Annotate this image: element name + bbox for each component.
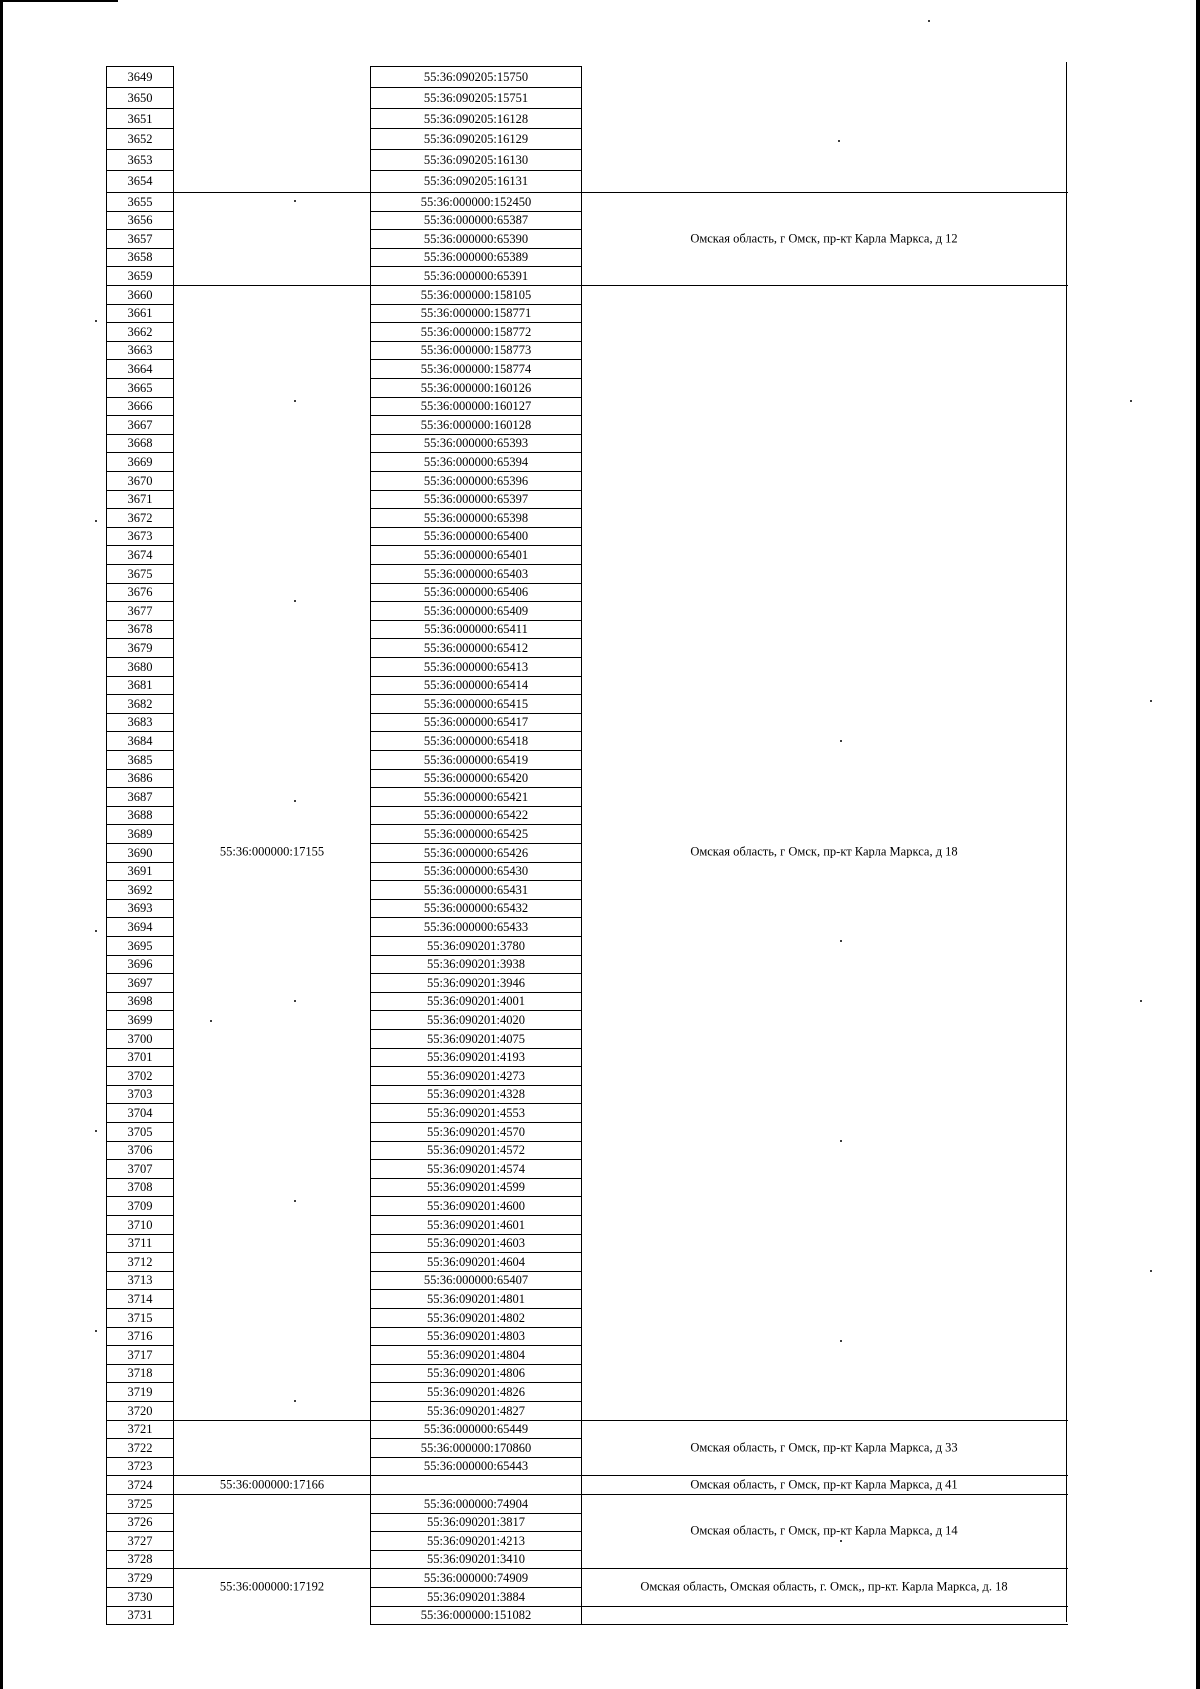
cadastral-number-cell: 55:36:000000:158774 [370, 359, 582, 379]
row-number-cell: 3663 [106, 341, 174, 361]
cadastral-number-cell: 55:36:090201:4804 [370, 1345, 582, 1365]
cadastral-number-cell: 55:36:000000:151082 [370, 1606, 582, 1626]
row-number-cell: 3712 [106, 1252, 174, 1272]
row-number-cell: 3706 [106, 1141, 174, 1161]
address-label: Омская область, г Омск, пр-кт Карла Маркса, д 12 [690, 231, 958, 245]
row-number-cell: 3725 [106, 1494, 174, 1514]
cadastral-number-cell: 55:36:090201:4801 [370, 1289, 582, 1309]
cadastral-number-cell: 55:36:000000:65432 [370, 899, 582, 919]
row-number-cell: 3731 [106, 1606, 174, 1626]
scan-speck [294, 800, 296, 802]
address-group-divider [582, 285, 1068, 286]
row-number-cell: 3714 [106, 1289, 174, 1309]
row-number-cell: 3686 [106, 769, 174, 789]
row-number-cell: 3654 [106, 170, 174, 193]
scan-speck [95, 1330, 97, 1332]
row-number-cell: 3689 [106, 824, 174, 844]
row-number-cell: 3682 [106, 694, 174, 714]
cadastral-number-cell: 55:36:000000:65443 [370, 1457, 582, 1477]
row-number-cell: 3676 [106, 583, 174, 603]
cadastral-number-cell: 55:36:000000:65413 [370, 657, 582, 677]
cadastral-number-cell: 55:36:000000:65419 [370, 750, 582, 770]
row-number-cell: 3656 [106, 211, 174, 231]
address-group-divider [582, 1420, 1068, 1421]
scan-speck [294, 1000, 296, 1002]
row-number-cell: 3665 [106, 378, 174, 398]
row-number-cell: 3669 [106, 452, 174, 472]
cadastral-number-cell: 55:36:090201:4213 [370, 1531, 582, 1551]
row-number-cell: 3679 [106, 638, 174, 658]
row-number-cell: 3698 [106, 992, 174, 1012]
cadastral-number-cell: 55:36:000000:65422 [370, 806, 582, 826]
address-group-divider [582, 1606, 1068, 1607]
row-number-cell: 3680 [106, 657, 174, 677]
cadastral-number-cell: 55:36:090201:4572 [370, 1141, 582, 1161]
row-number-cell: 3701 [106, 1048, 174, 1068]
scan-speck [928, 20, 930, 22]
row-number-cell: 3716 [106, 1327, 174, 1347]
cadastral-number-cell: 55:36:090201:4020 [370, 1010, 582, 1030]
cadastral-number-cell: 55:36:000000:65400 [370, 527, 582, 547]
row-number-cell: 3719 [106, 1382, 174, 1402]
row-number-cell: 3661 [106, 304, 174, 324]
cadastral-number-cell: 55:36:000000:65420 [370, 769, 582, 789]
address-group-divider [582, 192, 1068, 193]
cadastral-number-cell: 55:36:090201:4802 [370, 1308, 582, 1328]
cadastral-number-cell: 55:36:090205:15751 [370, 87, 582, 109]
scan-speck [95, 320, 97, 322]
row-number-cell: 3727 [106, 1531, 174, 1551]
row-number-cell: 3702 [106, 1066, 174, 1086]
cadastral-number-cell: 55:36:000000:74904 [370, 1494, 582, 1514]
cadastral-number-cell: 55:36:090201:4599 [370, 1178, 582, 1198]
row-number-cell: 3704 [106, 1103, 174, 1123]
cadastral-number-cell: 55:36:000000:65387 [370, 211, 582, 231]
address-label: Омская область, г Омск, пр-кт Карла Маркса, д 18 [690, 844, 958, 859]
row-number-cell: 3697 [106, 973, 174, 993]
row-number-cell: 3687 [106, 787, 174, 807]
row-number-cell: 3715 [106, 1308, 174, 1328]
cadastral-number-cell: 55:36:000000:65426 [370, 843, 582, 863]
row-number-cell: 3695 [106, 936, 174, 956]
row-number-cell: 3722 [106, 1438, 174, 1458]
cadastral-number-cell: 55:36:000000:65393 [370, 434, 582, 454]
row-number-cell: 3650 [106, 87, 174, 109]
cadastral-number-cell: 55:36:000000:65411 [370, 620, 582, 640]
scan-speck [1150, 700, 1152, 702]
cadastral-number-cell: 55:36:000000:160127 [370, 397, 582, 417]
cadastral-number-cell: 55:36:090205:16131 [370, 170, 582, 193]
row-number-cell: 3721 [106, 1420, 174, 1440]
row-number-cell: 3652 [106, 128, 174, 150]
scan-speck [838, 140, 840, 142]
cadastral-number-cell: 55:36:000000:65412 [370, 638, 582, 658]
cadastral-number-cell: 55:36:090201:4001 [370, 992, 582, 1012]
cadastral-number-cell: 55:36:000000:65398 [370, 508, 582, 528]
row-number-cell: 3659 [106, 266, 174, 286]
cadastral-number-cell: 55:36:000000:65433 [370, 917, 582, 937]
address-label: Омская область, г Омск, пр-кт Карла Маркса, д 14 [690, 1523, 958, 1538]
scan-speck [1150, 1270, 1152, 1272]
cadastral-number-cell: 55:36:000000:160126 [370, 378, 582, 398]
cadastral-number-cell: 55:36:090205:16130 [370, 149, 582, 171]
parent-group-divider [174, 192, 370, 193]
cadastral-number-cell: 55:36:000000:65414 [370, 676, 582, 696]
cadastral-number-cell: 55:36:000000:158772 [370, 322, 582, 342]
cadastral-number-cell: 55:36:000000:158105 [370, 285, 582, 305]
cadastral-number-cell: 55:36:090205:15750 [370, 66, 582, 88]
cadastral-number-cell: 55:36:000000:65431 [370, 880, 582, 900]
scan-speck [95, 1130, 97, 1132]
row-number-cell: 3691 [106, 862, 174, 882]
cadastral-number-cell: 55:36:000000:65401 [370, 545, 582, 565]
scan-edge-artifact [1196, 0, 1200, 1689]
row-number-cell: 3726 [106, 1513, 174, 1533]
cadastral-number-cell: 55:36:000000:65430 [370, 862, 582, 882]
cadastral-number-cell: 55:36:090201:4273 [370, 1066, 582, 1086]
cadastral-number-cell: 55:36:090201:3884 [370, 1587, 582, 1607]
cadastral-number-cell: 55:36:000000:158771 [370, 304, 582, 324]
row-number-cell: 3717 [106, 1345, 174, 1365]
cadastral-number-cell: 55:36:000000:65418 [370, 731, 582, 751]
row-number-cell: 3667 [106, 415, 174, 435]
cadastral-number-cell: 55:36:000000:65390 [370, 229, 582, 249]
cadastral-number-cell: 55:36:090201:4328 [370, 1085, 582, 1105]
cadastral-number-cell: 55:36:090201:3410 [370, 1550, 582, 1570]
cadastral-number-cell: 55:36:090201:4604 [370, 1252, 582, 1272]
row-number-cell: 3729 [106, 1568, 174, 1588]
row-number-cell: 3709 [106, 1196, 174, 1216]
row-number-cell: 3658 [106, 248, 174, 268]
parent-cadastral-number: 55:36:000000:17166 [219, 1477, 325, 1492]
row-number-cell: 3653 [106, 149, 174, 171]
cadastral-number-cell: 55:36:000000:160128 [370, 415, 582, 435]
scan-edge-artifact [0, 0, 118, 2]
cadastral-number-cell: 55:36:090201:4553 [370, 1103, 582, 1123]
row-number-cell: 3651 [106, 108, 174, 130]
row-number-cell: 3693 [106, 899, 174, 919]
row-number-cell: 3684 [106, 731, 174, 751]
scan-speck [840, 1340, 842, 1342]
scan-speck [840, 1140, 842, 1142]
address-group-divider [582, 1494, 1068, 1495]
row-number-cell: 3699 [106, 1010, 174, 1030]
row-number-cell: 3678 [106, 620, 174, 640]
row-number-cell: 3677 [106, 601, 174, 621]
cadastral-number-cell: 55:36:090201:3780 [370, 936, 582, 956]
address-label: Омская область, г Омск, пр-кт Карла Маркса, д 41 [690, 1477, 958, 1492]
row-number-cell: 3681 [106, 676, 174, 696]
row-number-cell: 3720 [106, 1401, 174, 1421]
cadastral-number-cell: 55:36:090201:4574 [370, 1159, 582, 1179]
parent-group-divider [174, 1420, 370, 1421]
scan-speck [294, 1200, 296, 1202]
cadastral-number-cell: 55:36:090201:4803 [370, 1327, 582, 1347]
row-number-cell: 3657 [106, 229, 174, 249]
row-number-cell: 3724 [106, 1475, 174, 1495]
row-number-cell: 3692 [106, 880, 174, 900]
cadastral-number-cell: 55:36:000000:65417 [370, 713, 582, 733]
row-number-cell: 3703 [106, 1085, 174, 1105]
address-group-divider [582, 1568, 1068, 1569]
row-number-cell: 3668 [106, 434, 174, 454]
row-number-cell: 3728 [106, 1550, 174, 1570]
cadastral-number-cell: 55:36:000000:65407 [370, 1271, 582, 1291]
address-label: Омская область, Омская область, г. Омск,, пр-кт. Карла Маркса, д. 18 [640, 1579, 1008, 1594]
scan-speck [294, 200, 296, 202]
cadastral-number-cell: 55:36:000000:65397 [370, 490, 582, 510]
row-number-cell: 3707 [106, 1159, 174, 1179]
row-number-cell: 3705 [106, 1122, 174, 1142]
row-number-cell: 3718 [106, 1364, 174, 1384]
row-number-cell: 3688 [106, 806, 174, 826]
cadastral-number-cell: 55:36:000000:74909 [370, 1568, 582, 1588]
scan-speck [95, 520, 97, 522]
row-number-cell: 3649 [106, 66, 174, 88]
row-number-cell: 3666 [106, 397, 174, 417]
cadastral-number-cell: 55:36:090201:4806 [370, 1364, 582, 1384]
cadastral-number-cell [370, 1475, 582, 1495]
row-number-cell: 3660 [106, 285, 174, 305]
scan-speck [294, 1400, 296, 1402]
scan-speck [294, 400, 296, 402]
cadastral-number-cell: 55:36:000000:65406 [370, 583, 582, 603]
row-number-cell: 3690 [106, 843, 174, 863]
cadastral-number-cell: 55:36:000000:65409 [370, 601, 582, 621]
cadastral-number-cell: 55:36:090201:4601 [370, 1215, 582, 1235]
cadastral-number-cell: 55:36:090201:3817 [370, 1513, 582, 1533]
scan-speck [840, 740, 842, 742]
scan-edge-artifact [0, 0, 3, 1689]
row-number-cell: 3710 [106, 1215, 174, 1235]
row-number-cell: 3683 [106, 713, 174, 733]
scan-speck [210, 1020, 212, 1022]
row-number-cell: 3685 [106, 750, 174, 770]
cadastral-number-cell: 55:36:000000:152450 [370, 192, 582, 212]
row-number-cell: 3673 [106, 527, 174, 547]
row-number-cell: 3713 [106, 1271, 174, 1291]
row-number-cell: 3711 [106, 1234, 174, 1254]
row-number-cell: 3674 [106, 545, 174, 565]
cadastral-number-cell: 55:36:000000:65396 [370, 471, 582, 491]
cadastral-number-cell: 55:36:000000:65425 [370, 824, 582, 844]
cadastral-number-cell: 55:36:000000:65415 [370, 694, 582, 714]
parent-cadastral-number: 55:36:000000:17192 [219, 1579, 325, 1594]
row-number-cell: 3694 [106, 917, 174, 937]
parent-cadastral-number: 55:36:000000:17155 [219, 844, 325, 859]
cadastral-number-cell: 55:36:090201:4826 [370, 1382, 582, 1402]
cadastral-number-cell: 55:36:000000:65391 [370, 266, 582, 286]
address-label: Омская область, г Омск, пр-кт Карла Маркса, д 33 [690, 1440, 958, 1454]
scan-speck [95, 930, 97, 932]
cadastral-number-cell: 55:36:000000:65403 [370, 564, 582, 584]
table-right-border [1066, 62, 1067, 1622]
parent-group-divider [174, 285, 370, 286]
scan-speck [840, 1540, 842, 1542]
scan-speck [840, 940, 842, 942]
cadastral-number-cell: 55:36:090201:4827 [370, 1401, 582, 1421]
cadastral-number-cell: 55:36:090201:4600 [370, 1196, 582, 1216]
cadastral-number-cell: 55:36:000000:65389 [370, 248, 582, 268]
row-number-cell: 3662 [106, 322, 174, 342]
row-number-cell: 3671 [106, 490, 174, 510]
cadastral-number-cell: 55:36:000000:170860 [370, 1438, 582, 1458]
cadastral-number-cell: 55:36:090201:3946 [370, 973, 582, 993]
row-number-cell: 3670 [106, 471, 174, 491]
cadastral-number-cell: 55:36:090201:4603 [370, 1234, 582, 1254]
row-number-cell: 3708 [106, 1178, 174, 1198]
address-group-divider [582, 1624, 1068, 1625]
cadastral-number-cell: 55:36:090201:4075 [370, 1029, 582, 1049]
cadastral-number-cell: 55:36:090201:3938 [370, 955, 582, 975]
cadastral-number-cell: 55:36:000000:65421 [370, 787, 582, 807]
row-number-cell: 3730 [106, 1587, 174, 1607]
row-number-cell: 3675 [106, 564, 174, 584]
row-number-cell: 3696 [106, 955, 174, 975]
cadastral-number-cell: 55:36:090205:16128 [370, 108, 582, 130]
cadastral-number-cell: 55:36:090201:4570 [370, 1122, 582, 1142]
cadastral-number-cell: 55:36:000000:65394 [370, 452, 582, 472]
cadastral-number-cell: 55:36:090201:4193 [370, 1048, 582, 1068]
cadastral-number-cell: 55:36:000000:65449 [370, 1420, 582, 1440]
row-number-cell: 3672 [106, 508, 174, 528]
row-number-cell: 3664 [106, 359, 174, 379]
scan-speck [1130, 400, 1132, 402]
row-number-cell: 3700 [106, 1029, 174, 1049]
parent-group-divider [174, 1568, 370, 1569]
cadastral-number-cell: 55:36:000000:158773 [370, 341, 582, 361]
scan-speck [1140, 1000, 1142, 1002]
cadastral-number-cell: 55:36:090205:16129 [370, 128, 582, 150]
row-number-cell: 3655 [106, 192, 174, 212]
parent-group-divider [174, 1494, 370, 1495]
row-number-cell: 3723 [106, 1457, 174, 1477]
scan-speck [294, 600, 296, 602]
